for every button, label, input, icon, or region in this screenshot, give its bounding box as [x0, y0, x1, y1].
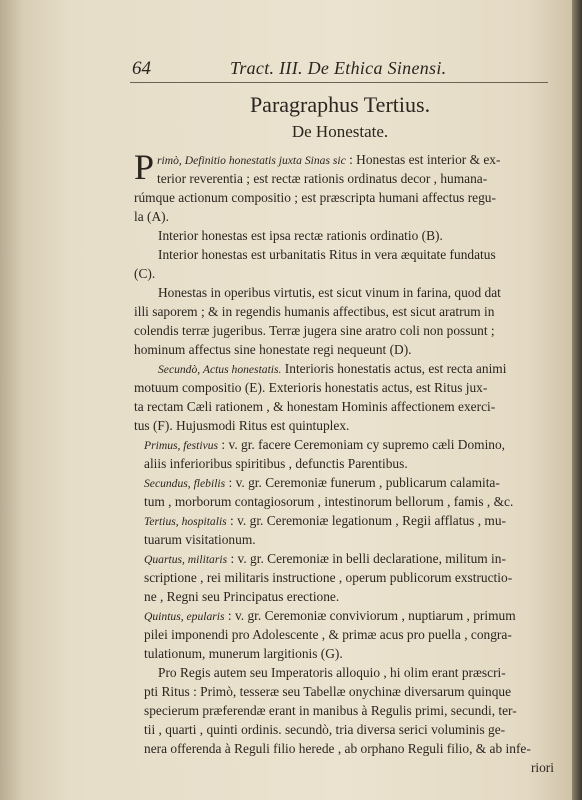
line-text: pilei imponendi pro Adolescente , & primæ acus pro puella , congra- [144, 627, 512, 642]
text-line [134, 454, 574, 473]
line-text: : v. gr. facere Ceremoniam cy supremo cæli Domino, [218, 437, 506, 452]
line-text: la (A). [134, 209, 169, 224]
text-line [134, 682, 574, 701]
line-text: Interior honestas est ipsa rectæ rationis ordinatio (B). [158, 228, 443, 243]
text-line [134, 207, 574, 226]
text-line [134, 245, 574, 264]
text-line [134, 302, 574, 321]
line-text: specierum præferendæ erant in manibus à Regulis primi, secundi, ter- [144, 703, 517, 718]
line-text: Honestas in operibus virtutis, est sicut vinum in farina, quod dat [158, 285, 501, 300]
text-line [134, 663, 574, 682]
text-line [134, 340, 574, 359]
text-line [134, 625, 574, 644]
line-text: tii , quarti , quinti ordinis. secundò, tria diversa serici voluminis ge- [144, 722, 506, 737]
text-line [134, 359, 574, 378]
line-text: terior reverentia ; est rectæ rationis ordinatus decor , humana- [157, 171, 488, 186]
marginal-italic-label: Primus, festivus [144, 439, 219, 452]
text-line [134, 378, 574, 397]
header-rule [130, 82, 548, 83]
line-text: : v. gr. Ceremoniæ legationum , Regii afflatus , mu- [226, 513, 506, 528]
page-edge-shadow [572, 0, 582, 800]
line-text: nera offerenda à Reguli filio herede , ab orphano Reguli filio, & ab infe- [144, 741, 531, 756]
line-text: Interior honestas est urbanitatis Ritus in vera æquitate fundatus [158, 247, 496, 262]
marginal-italic-label: Quartus, militaris [144, 553, 228, 566]
drop-cap: P [134, 147, 155, 187]
text-line [134, 606, 574, 625]
line-text: rúmque actionum compositio ; est præscripta humani affectus regu- [134, 190, 496, 205]
text-line [134, 511, 574, 530]
line-text: hominum affectus sine honestate regi nequeunt (D). [134, 342, 412, 357]
text-line [134, 701, 574, 720]
line-text: motuum compositio (E). Exterioris honestatis actus, est Ritus jux- [134, 380, 488, 395]
text-line [134, 587, 574, 606]
text-line [134, 321, 574, 340]
line-text: illi saporem ; & in regendis humanis affectibus, est sicut aratrum in [134, 304, 495, 319]
text-line [134, 416, 574, 435]
text-line [157, 150, 574, 169]
line-text: : v. gr. Ceremoniæ funerum , publicarum calamita- [225, 475, 500, 490]
text-line [134, 397, 574, 416]
text-line [134, 435, 574, 454]
line-text: : v. gr. Ceremoniæ conviviorum , nuptiarum , primum [224, 608, 516, 623]
line-text: Pro Regis autem seu Imperatoris alloquio , hi olim erant præscri- [158, 665, 506, 680]
marginal-italic-label: Secundus, flebilis [144, 477, 226, 490]
marginal-italic-label: rimò, Definitio honestatis juxta Sinas sic [157, 154, 346, 167]
text-line [134, 473, 574, 492]
line-text: riori [530, 760, 554, 775]
text-line [134, 492, 574, 511]
marginal-italic-label: Secundò, Actus honestatis. [158, 363, 282, 376]
page-header [0, 58, 560, 82]
text-line [134, 720, 574, 739]
line-text: tuarum visitationum. [144, 532, 256, 547]
section-heading: Paragraphus Tertius. [249, 92, 431, 117]
page-number: 64 [132, 58, 151, 79]
running-title: Tract. III. De Ethica Sinensi. [230, 58, 447, 78]
text-line [134, 758, 574, 777]
line-text: tum , morborum contagiosorum , intestinorum bellorum , famis , &c. [144, 494, 514, 509]
line-text: (C). [134, 266, 156, 281]
text-line [134, 549, 574, 568]
text-line [134, 264, 574, 283]
line-text: aliis inferioribus spiritibus , defunctis Parentibus. [144, 456, 408, 471]
line-text: : v. gr. Ceremoniæ in belli declaratione, militum in- [227, 551, 506, 566]
line-text: pti Ritus : Primò, tesseræ seu Tabellæ onychinæ diversarum quinque [144, 684, 512, 699]
text-line [134, 226, 574, 245]
line-text: Interioris honestatis actus, est recta animi [281, 361, 507, 376]
section-subheading: De Honestate. [291, 122, 389, 141]
text-line [134, 644, 574, 663]
marginal-italic-label: Quintus, epularis [144, 610, 225, 623]
marginal-italic-label: Tertius, hospitalis [144, 515, 227, 528]
text-line [134, 568, 574, 587]
body-text [134, 147, 574, 777]
line-text: tulationum, munerum largitionis (G). [144, 646, 343, 661]
text-line [134, 530, 574, 549]
line-text: ta rectam Cæli rationem , & honestam Hominis affectionem exerci- [134, 399, 496, 414]
text-line [134, 739, 574, 758]
text-line [157, 169, 574, 188]
line-text: colendis terræ jugeribus. Terræ jugera sine aratro coli non possunt ; [134, 323, 495, 338]
line-text: scriptione , rei militaris instructione , operum publicorum exstructio- [144, 570, 513, 585]
text-line [134, 283, 574, 302]
line-text: tus (F). Hujusmodi Ritus est quintuplex. [134, 418, 350, 433]
text-line [134, 188, 574, 207]
line-text: : Honestas est interior & ex- [345, 152, 501, 167]
line-text: ne , Regni seu Principatus erectione. [144, 589, 340, 604]
